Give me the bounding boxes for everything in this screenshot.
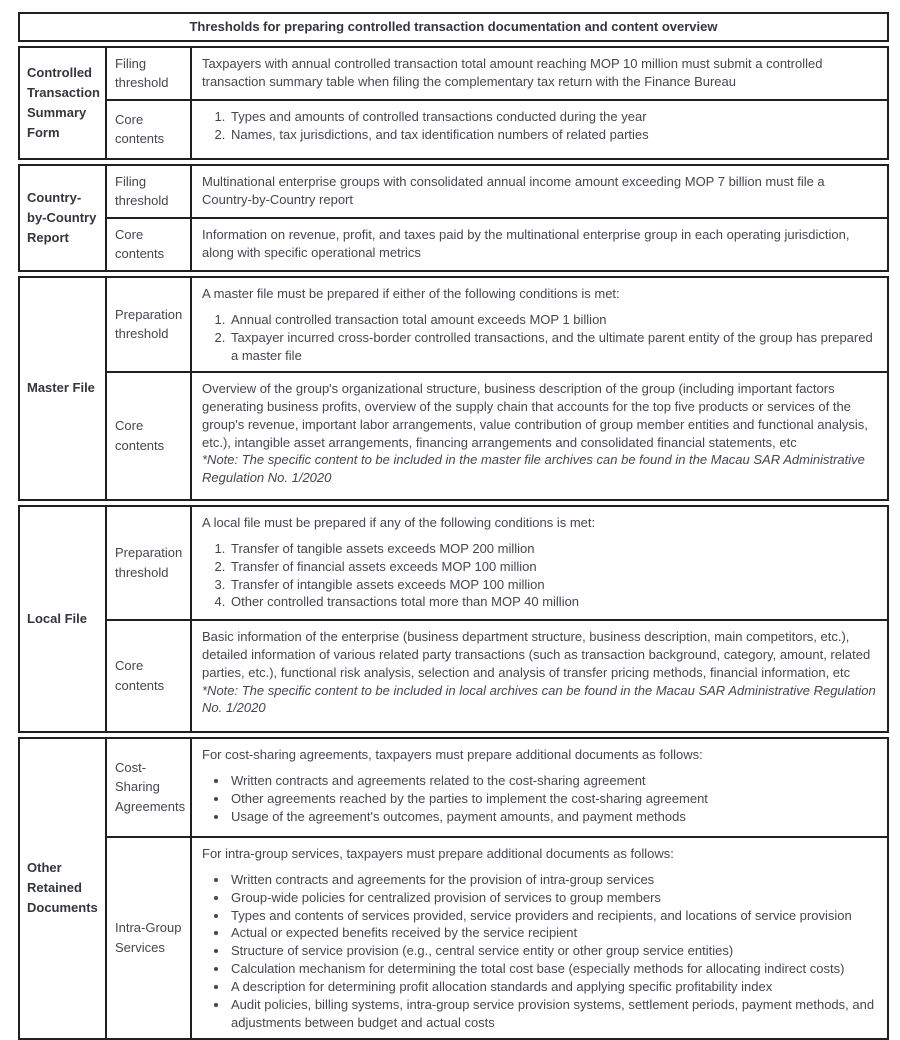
subrow-label: Core contents [107, 371, 192, 499]
list-item: 2. Taxpayer incurred cross-border controlled transactions, and the ultimate parent entity of the group has prepared a master file [229, 329, 877, 365]
content-cell [192, 166, 887, 217]
content-note: *Note: The specific content to be included in local archives can be found in the Macau SAR Administrative Regulation No. 1/2020 [202, 682, 876, 716]
list-item: • Usage of the agreement's outcomes, payment amounts, and payment methods [229, 808, 877, 826]
subrow-label: Filing threshold [107, 166, 192, 217]
list-item: • Calculation mechanism for determining the total cost base (especially methods for allocating indirect costs) [229, 960, 877, 978]
section-block [18, 164, 889, 272]
content-cell [192, 619, 887, 731]
documentation-table [18, 12, 889, 1040]
section-block [18, 737, 889, 1040]
content-intro: Multinational enterprise groups with consolidated annual income amount exceeding MOP 7 billion must file a Country-by-Country report [202, 173, 825, 207]
content-cell [192, 507, 887, 619]
subrow-label: Core contents [107, 99, 192, 158]
content-note: *Note: The specific content to be included in the master file archives can be found in the Macau SAR Administrative Regulation No. 1/2020 [202, 452, 865, 486]
category-cell: Controlled Transaction Summary Form [20, 48, 107, 158]
content-intro: For intra-group services, taxpayers must prepare additional documents as follows: [202, 845, 674, 861]
section-block [18, 505, 889, 733]
content-list [202, 871, 877, 1032]
category-cell: Local File [20, 507, 107, 731]
list-item: • Other agreements reached by the parties to implement the cost-sharing agreement [229, 790, 877, 808]
content-cell [192, 99, 887, 158]
content-intro: Information on revenue, profit, and taxes paid by the multinational enterprise group in each operating jurisdiction, along with specific operational metrics [202, 226, 850, 260]
category-cell: Master File [20, 278, 107, 499]
list-item: 1. Annual controlled transaction total amount exceeds MOP 1 billion [229, 311, 877, 329]
section-block [18, 46, 889, 160]
subrow-label: Preparation threshold [107, 507, 192, 619]
content-list [202, 311, 877, 365]
list-item: • Group-wide policies for centralized provision of services to group members [229, 889, 877, 907]
content-intro: A master file must be prepared if either of the following conditions is met: [202, 285, 620, 301]
content-cell [192, 278, 887, 371]
subrow-label: Intra-Group Services [107, 836, 192, 1038]
content-cell [192, 48, 887, 99]
content-list [202, 108, 877, 144]
list-item: • Audit policies, billing systems, intra-group service provision systems, settlement periods, payment methods, and adjustments between budget and actual costs [229, 996, 877, 1032]
subrow-label: Core contents [107, 217, 192, 270]
list-item: 4. Other controlled transactions total more than MOP 40 million [229, 593, 877, 611]
content-intro: A local file must be prepared if any of the following conditions is met: [202, 514, 596, 530]
section-block [18, 276, 889, 501]
content-list [202, 540, 877, 612]
content-cell [192, 739, 887, 836]
category-cell: Other Retained Documents [20, 739, 107, 1038]
list-item: 3. Transfer of intangible assets exceeds MOP 100 million [229, 576, 877, 594]
content-cell [192, 836, 887, 1038]
content-intro: Taxpayers with annual controlled transaction total amount reaching MOP 10 million must submit a controlled transaction summary table when filing the complementary tax return with the Finance Bureau [202, 55, 823, 89]
list-item: • Types and contents of services provided, service providers and recipients, and locations of service provision [229, 907, 877, 925]
list-item: 1. Types and amounts of controlled transactions conducted during the year [229, 108, 877, 126]
content-intro: Overview of the group's organizational structure, business description of the group (including important factors generating business profits, overview of the supply chain that accounts for the top five products or services of the group's revenue, important labor arrangements, value contribution of group member entities and functional analysis, etc.), intangible asset arrangements, financing arrangements and consolidated financial statements, etc [202, 380, 868, 450]
category-cell: Country-by-Country Report [20, 166, 107, 270]
list-item: 1. Transfer of tangible assets exceeds MOP 200 million [229, 540, 877, 558]
content-cell [192, 371, 887, 499]
content-intro: For cost-sharing agreements, taxpayers must prepare additional documents as follows: [202, 746, 703, 762]
list-item: • A description for determining profit allocation standards and applying specific profitability index [229, 978, 877, 996]
subrow-label: Filing threshold [107, 48, 192, 99]
list-item: 2. Names, tax jurisdictions, and tax identification numbers of related parties [229, 126, 877, 144]
content-list [202, 772, 877, 826]
subrow-label: Preparation threshold [107, 278, 192, 371]
content-intro: Basic information of the enterprise (business department structure, business description, main competitors, etc.), detailed information of various related party transactions (such as transaction background, category, amount, related parties, etc.), functional risk analysis, selection and analysis of transfer pricing methods, financial information, etc [202, 628, 871, 680]
subrow-label: Core contents [107, 619, 192, 731]
table-title: Thresholds for preparing controlled transaction documentation and content overview [18, 12, 889, 42]
list-item: 2. Transfer of financial assets exceeds MOP 100 million [229, 558, 877, 576]
list-item: • Actual or expected benefits received by the service recipient [229, 924, 877, 942]
list-item: • Written contracts and agreements related to the cost-sharing agreement [229, 772, 877, 790]
content-cell [192, 217, 887, 270]
list-item: • Written contracts and agreements for the provision of intra-group services [229, 871, 877, 889]
subrow-label: Cost-Sharing Agreements [107, 739, 192, 836]
list-item: • Structure of service provision (e.g., central service entity or other group service entities) [229, 942, 877, 960]
